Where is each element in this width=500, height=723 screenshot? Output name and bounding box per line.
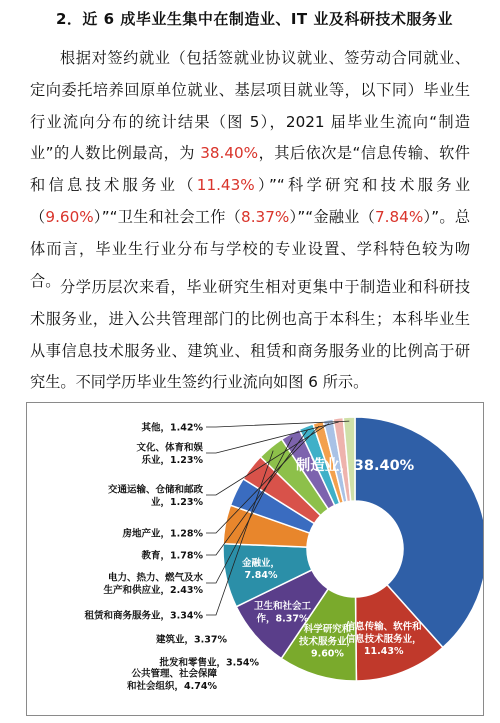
slice-label: 卫生和社会工 bbox=[254, 601, 312, 613]
slice-label: 文化、体育和娱 bbox=[136, 442, 203, 454]
slice-label: 制造业，38.40% bbox=[295, 458, 415, 475]
slice-label: 乐业，1.23% bbox=[141, 454, 203, 466]
paragraph-text: ，其后依次是“信息传输、软件和信息技术服务业（ bbox=[30, 144, 470, 195]
slice-label: 技术服务业， bbox=[298, 636, 356, 648]
slice-label: 教育，1.78% bbox=[141, 550, 203, 562]
paragraph-degree-comparison: 分学历层次来看，毕业研究生相对更集中于制造业和科研技术服务业，进入公共管理部门的比例也高于本科生；本科毕业生从事信息技术服务业、建筑业、租赁和商务服务业的比例高于研究生。不同学历毕业生签约行业流向如图 6 所示。 bbox=[30, 278, 470, 392]
slice-label: 公共管理、社会保障 bbox=[131, 668, 217, 680]
slice-label: 业，1.23% bbox=[151, 496, 203, 508]
slice-label: 作，8.37% bbox=[256, 613, 309, 625]
slice-label: 金融业， bbox=[242, 557, 281, 569]
slice-label: 房地产业，1.28% bbox=[122, 528, 203, 540]
slice-label: 生产和供应业，2.43% bbox=[103, 584, 203, 596]
slice-label: 信息传输、软件和 bbox=[345, 621, 422, 633]
paragraph-text: ）”“金融业（ bbox=[289, 207, 375, 226]
slice-label: 科学研究和 bbox=[303, 623, 352, 635]
highlight-percentage: 38.40% bbox=[200, 144, 259, 163]
slice-label: 7.84% bbox=[244, 570, 278, 582]
paragraph-industry-distribution bbox=[30, 43, 470, 297]
highlight-percentage: 7.84% bbox=[375, 207, 424, 226]
slice-label: 其他，1.42% bbox=[141, 422, 203, 434]
slice-label: 11.43% bbox=[363, 646, 404, 658]
slice-label: 批发和零售业，3.54% bbox=[159, 657, 259, 669]
donut-chart-svg bbox=[27, 403, 483, 715]
highlight-percentage: 8.37% bbox=[241, 207, 290, 226]
paragraph-text: ）”“卫生和社会工作（ bbox=[93, 207, 242, 226]
slice-label: 交通运输、仓储和邮政 bbox=[107, 484, 203, 496]
slice-label: 建筑业，3.37% bbox=[156, 634, 227, 646]
paragraph-text: ）”“科学研究和技术服务业（ bbox=[30, 176, 471, 226]
industry-donut-chart bbox=[26, 402, 484, 716]
slice-label: 电力、热力、燃气及水 bbox=[107, 572, 203, 584]
slice-label: 和社会组织，4.74% bbox=[127, 680, 217, 692]
paragraph-text: ）”。总体而言，毕业生行业分布与学校的专业设置、学科特色较为吻合。 bbox=[30, 207, 471, 290]
slice-label: 9.60% bbox=[310, 648, 344, 660]
slice-label: 租赁和商务服务业，3.34% bbox=[84, 610, 203, 622]
section-heading: 2．近 6 成毕业生集中在制造业、IT 业及科研技术服务业 bbox=[56, 10, 453, 28]
paragraph-text: 根据对签约就业（包括签就业协议就业、签劳动合同就业、定向委托培养回原单位就业、基层项目就业等，以下同）毕业生行业流向分布的统计结果（图 5），2021 届毕业生流向“制造业”的人数比例最高，为 bbox=[30, 49, 470, 163]
highlight-percentage: 11.43% bbox=[196, 176, 255, 195]
slice-label: 信息技术服务业， bbox=[345, 633, 422, 645]
highlight-percentage: 9.60% bbox=[45, 207, 94, 226]
